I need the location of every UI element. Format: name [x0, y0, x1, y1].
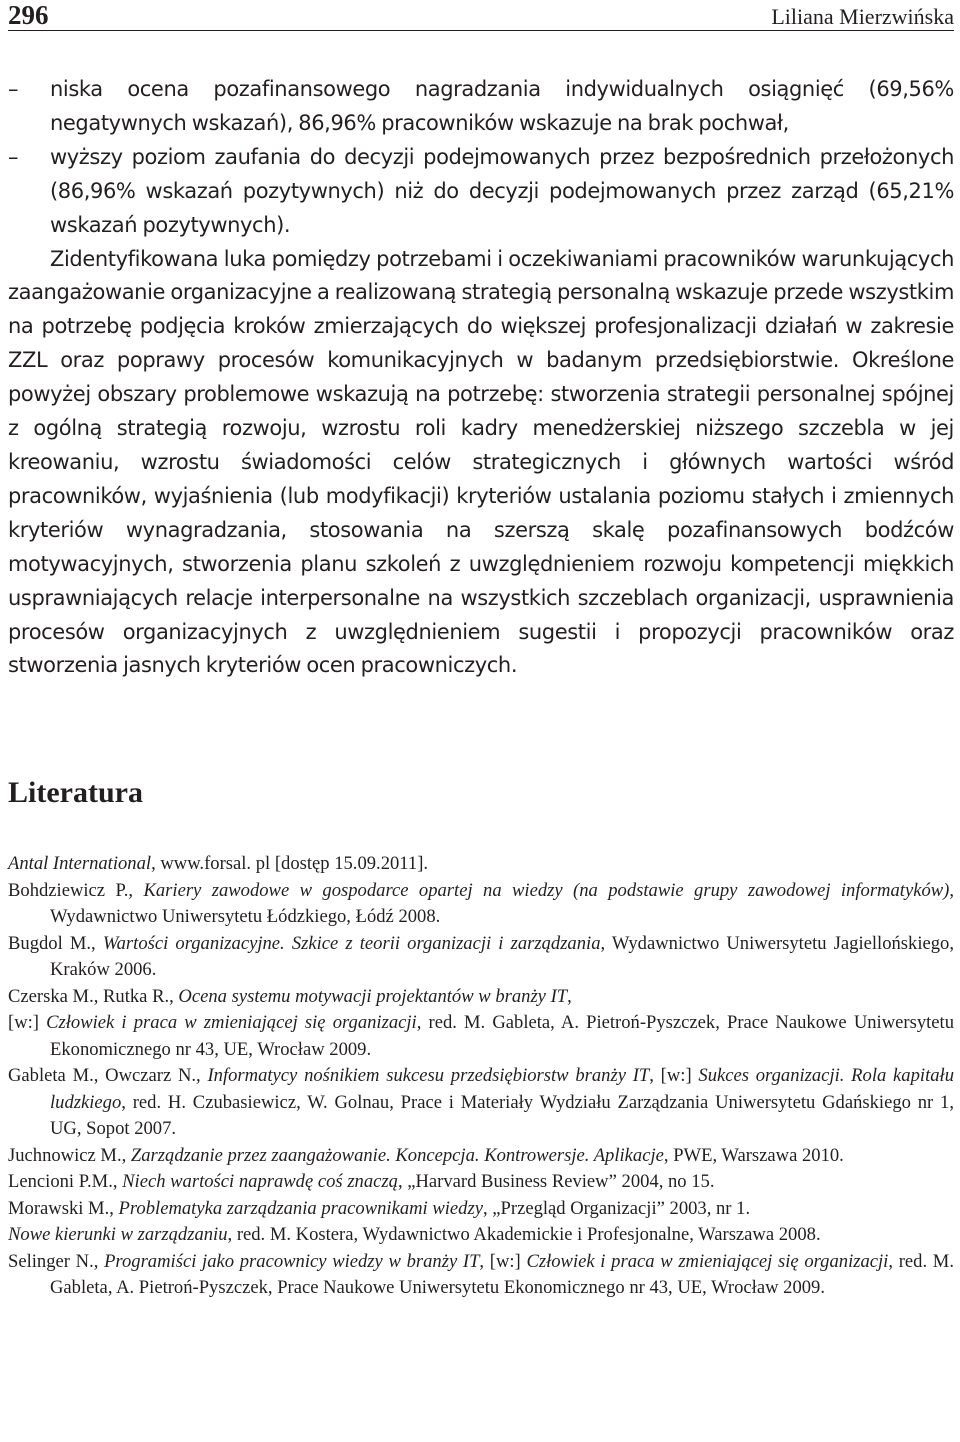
reference-text: , www.forsal. pl [dostęp 15.09.2011]. [151, 853, 429, 875]
reference-title: Wartości organizacyjne. Szkice z teorii organizacji i zarządzania [102, 932, 601, 954]
reference-title: Antal International [8, 853, 152, 875]
reference-text: , red. M. Kostera, Wydawnictwo Akademickie i Profesjonalne, Warszawa 2008. [227, 1224, 821, 1246]
reference-entry [8, 931, 954, 984]
reference-list [8, 851, 954, 1302]
section-title: Literatura [8, 776, 143, 810]
reference-entry [8, 1010, 954, 1063]
reference-title: Człowiek i praca w zmieniającej się organizacji [46, 1012, 417, 1034]
finding-item: – wyższy poziom zaufania do decyzji podejmowanych przez bezpośrednich przełożonych (86,96% wskazań pozytywnych) niż do decyzji podejmowanych przez zarząd (65,21% wskazań pozytywnych). [8, 141, 954, 243]
reference-text: [w:] [8, 1012, 47, 1034]
reference-text: , „Przegląd Organizacji” 2003, nr 1. [482, 1197, 751, 1219]
reference-text: Bugdol M., [8, 932, 103, 954]
running-header [8, 0, 954, 31]
reference-entry [8, 984, 954, 1011]
reference-title: Nowe kierunki w zarządzaniu [8, 1224, 228, 1246]
reference-text: Morawski M., [8, 1197, 119, 1219]
reference-entry [8, 1063, 954, 1143]
reference-entry [8, 1169, 954, 1196]
page-number: 296 [8, 0, 49, 30]
reference-text: Selinger N., [8, 1250, 105, 1272]
finding-item: – niska ocena pozafinansowego nagradzania indywidualnych osiągnięć (69,56% negatywnych wskazań), 86,96% pracowników wskazuje na brak pochwał, [8, 73, 954, 141]
reference-title: Informatycy nośnikiem sukcesu przedsiębiorstw branży IT [207, 1065, 650, 1087]
reference-text: , Wydawnictwo Uniwersytetu Jagiellońskiego, Kraków 2006. [50, 932, 954, 981]
reference-text: Juchnowicz M., [8, 1144, 131, 1166]
reference-text: , Wydawnictwo Uniwersytetu Łódzkiego, Łódź 2008. [50, 879, 954, 928]
reference-text: , [w:] [479, 1250, 527, 1272]
findings-list [8, 73, 954, 243]
reference-text: Gableta M., Owczarz N., [8, 1065, 208, 1087]
reference-title: Ocena systemu motywacji projektantów w branży IT [178, 985, 568, 1007]
reference-entry [8, 1196, 954, 1223]
reference-text: , red. M. Gableta, A. Pietroń-Pyszczek, Prace Naukowe Uniwersytetu Ekonomicznego nr 43, UE, Wrocław 2009. [50, 1250, 954, 1299]
reference-title: Człowiek i praca w zmieniającej się organizacji [526, 1250, 889, 1272]
reference-entry [8, 878, 954, 931]
conclusion-paragraph: Zidentyfikowana luka pomiędzy potrzebami i oczekiwaniami pracowników warunkujących zaangażowanie organizacyjne a realizowaną strategią personalną wskazuje przede wszystkim na potrzebę podjęcia kroków zmierzających do większej profesjonalizacji działań w zakresie ZZL oraz poprawy procesów komunikacyjnych w badanym przedsiębiorstwie. Określone powyżej obszary problemowe wskazują na potrzebę: stworzenia strategii personalnej spójnej z ogólną strategią rozwoju, wzrostu roli kadry menedżerskiej niższego szczebla w jej kreowaniu, wzrostu świadomości celów strategicznych i głównych wartości wśród pracowników, wyjaśnienia (lub modyfikacji) kryteriów ustalania poziomu stałych i zmiennych kryteriów wynagradzania, stosowania na szerszą skalę pozafinansowych bodźców motywacyjnych, stworzenia planu szkoleń z uwzględnieniem rozwoju kompetencji miękkich usprawniających relacje interpersonalne na wszystkich szczeblach organizacji, usprawnienia procesów organizacyjnych z uwzględnieniem sugestii i propozycji pracowników oraz stworzenia jasnych kryteriów ocen pracowniczych. [8, 246, 954, 678]
reference-title: Zarządzanie przez zaangażowanie. Koncepcja. Kontrowersje. Aplikacje [130, 1144, 664, 1166]
reference-text: , red. M. Gableta, A. Pietroń-Pyszczek, Prace Naukowe Uniwersytetu Ekonomicznego nr 43, UE, Wrocław 2009. [50, 1012, 954, 1060]
reference-title: Niech wartości naprawdę coś znaczą [122, 1171, 398, 1193]
running-author: Liliana Mierzwińska [771, 4, 954, 29]
reference-text: , „Harvard Business Review” 2004, no 15. [397, 1171, 715, 1193]
reference-text: , PWE, Warszawa 2010. [663, 1144, 844, 1166]
reference-text: Czerska M., Rutka R., [8, 985, 179, 1007]
reference-text: Lencioni P.M., [8, 1171, 123, 1193]
reference-entry [8, 1143, 954, 1170]
reference-text: , red. H. Czubasiewicz, W. Golnau, Prace i Materiały Wydziału Zarządzania Uniwersytetu Gdańskiego nr 1, UG, Sopot 2007. [50, 1091, 954, 1140]
reference-title: Programiści jako pracownicy wiedzy w branży IT [104, 1250, 480, 1272]
reference-entry [8, 1249, 954, 1302]
reference-title: Sukces organizacji. Rola kapitału ludzkiego [50, 1065, 954, 1113]
body-text [8, 73, 954, 683]
reference-text: , [567, 985, 572, 1007]
reference-entry [8, 851, 954, 878]
reference-title: Problematyka zarządzania pracownikami wiedzy [118, 1197, 483, 1219]
reference-text: Bohdziewicz P., [8, 879, 144, 901]
reference-text: , [w:] [649, 1065, 699, 1087]
reference-title: Kariery zawodowe w gospodarce opartej na wiedzy (na podstawie grupy zawodowej informatyków) [143, 879, 950, 901]
reference-entry [8, 1222, 954, 1249]
